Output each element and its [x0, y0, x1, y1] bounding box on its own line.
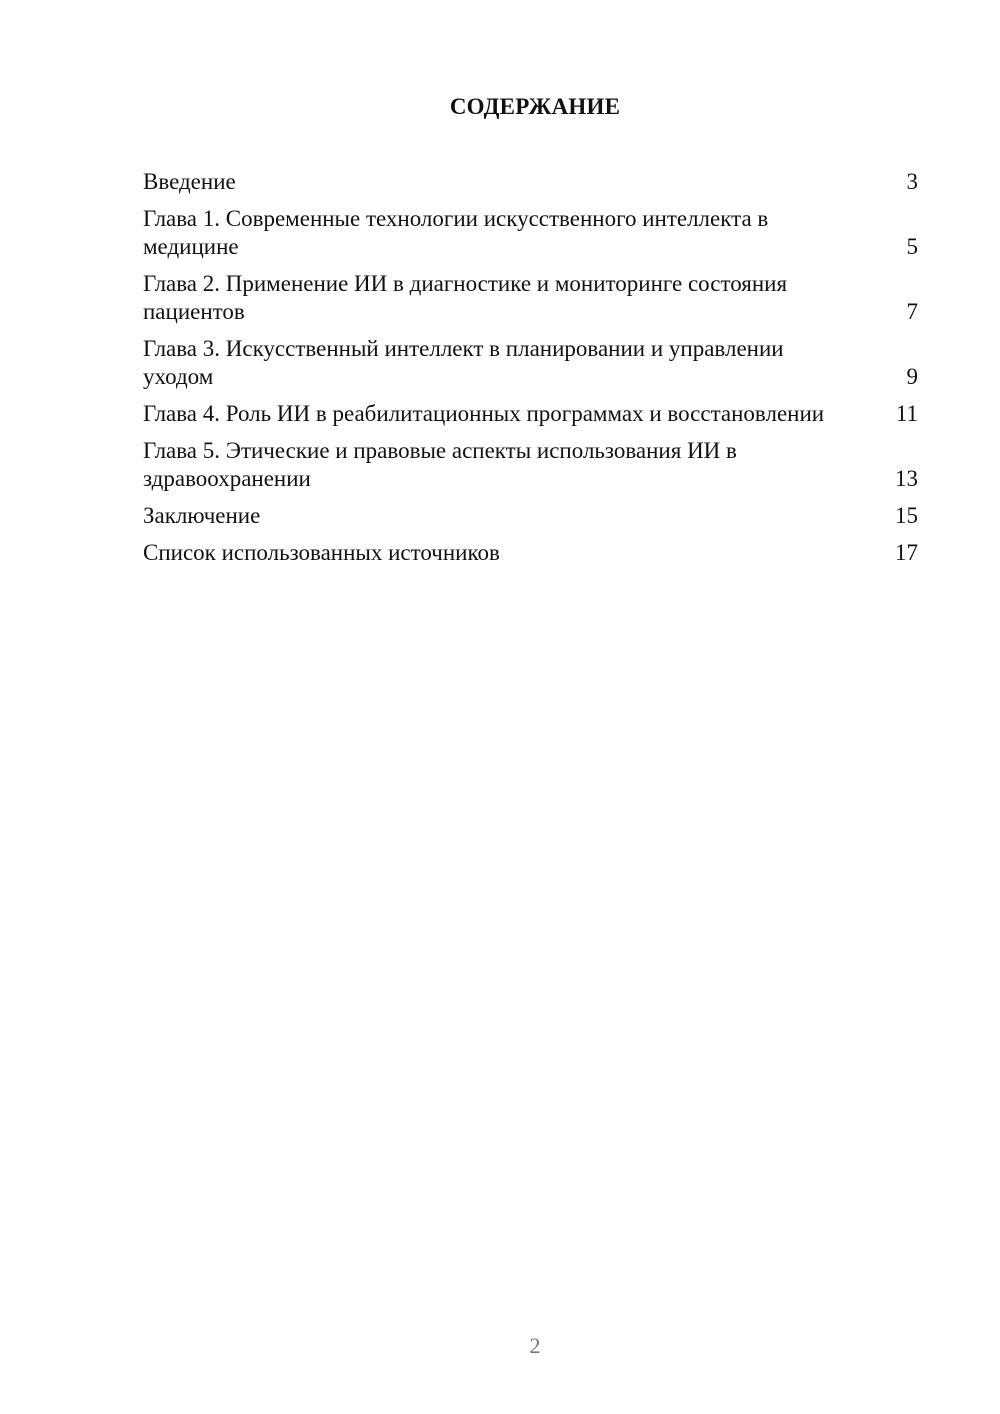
toc-entry-page: 15 [895, 503, 918, 528]
toc-entry-chapter-2[interactable] [143, 270, 918, 326]
toc-entry-chapter-4[interactable] [143, 400, 918, 428]
toc-entry-chapter-1[interactable] [143, 205, 918, 261]
toc-entry-page: 3 [906, 169, 918, 194]
page-number: 2 [529, 1333, 541, 1358]
toc-entry-chapter-5[interactable] [143, 437, 918, 493]
toc-entry-page: 5 [906, 234, 918, 259]
toc-entry-title: Введение [143, 169, 236, 194]
toc-entry-title: Глава 1. Современные технологии искусственного интеллекта в медицине [143, 206, 769, 259]
toc-entry-references[interactable] [143, 539, 918, 567]
toc-entry-page: 13 [895, 466, 918, 491]
toc-entry-page: 17 [895, 540, 918, 565]
toc-entry-conclusion[interactable] [143, 502, 918, 530]
toc-entry-title: Заключение [143, 503, 261, 528]
toc-entry-title: Глава 2. Применение ИИ в диагностике и мониторинге состояния пациентов [143, 271, 788, 324]
toc-entry-page: 7 [906, 299, 918, 324]
toc-entry-page: 11 [895, 401, 918, 426]
toc-entry-title: Список использованных источников [143, 540, 500, 565]
toc-entry-page: 9 [906, 364, 918, 389]
page-title: СОДЕРЖАНИЕ [449, 94, 621, 119]
toc-entry-title: Глава 3. Искусственный интеллект в планировании и управлении уходом [143, 336, 784, 389]
toc-entry-chapter-3[interactable] [143, 335, 918, 391]
table-of-contents [143, 168, 918, 576]
toc-entry-title: Глава 5. Этические и правовые аспекты использования ИИ в здравоохранении [143, 438, 737, 491]
toc-entry-title: Глава 4. Роль ИИ в реабилитационных программах и восстановлении [143, 401, 825, 426]
toc-entry-introduction[interactable] [143, 168, 918, 196]
